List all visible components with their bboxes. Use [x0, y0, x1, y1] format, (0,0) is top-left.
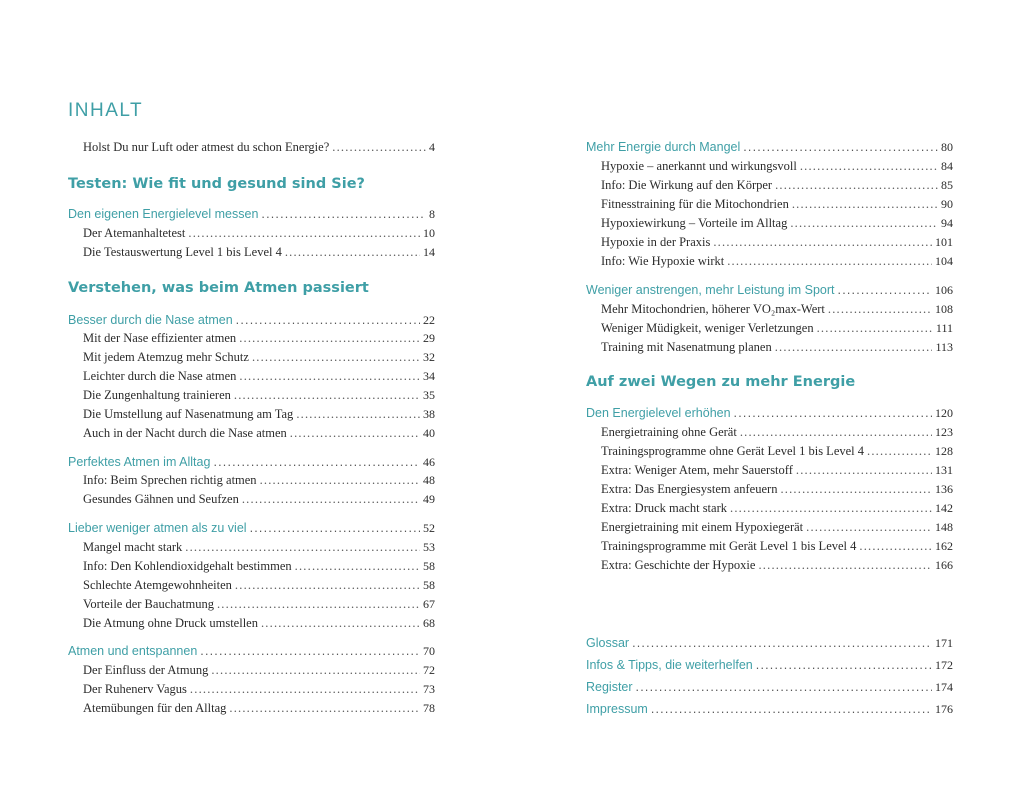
toc-entry-page: 113 [935, 340, 953, 354]
toc-entry[interactable] [83, 405, 435, 423]
toc-entry-page: 101 [935, 235, 953, 249]
toc-entry[interactable] [83, 138, 435, 156]
dot-leader [332, 138, 426, 156]
toc-entry[interactable] [83, 471, 435, 489]
dot-leader [236, 311, 420, 329]
toc-entry[interactable] [83, 386, 435, 404]
toc-section[interactable] [68, 205, 435, 223]
toc-entry-page: 58 [423, 559, 435, 573]
toc-entry[interactable] [83, 243, 435, 261]
toc-entry[interactable] [601, 300, 953, 318]
toc-entry-title: Auch in der Nacht durch die Nase atmen [83, 426, 287, 440]
toc-entry[interactable] [83, 224, 435, 242]
toc-entry-page: 14 [423, 245, 435, 259]
toc-section-page: 174 [935, 680, 953, 694]
toc-entry-title: Info: Beim Sprechen richtig atmen [83, 473, 257, 487]
toc-section-page: 70 [423, 644, 435, 658]
dot-leader [838, 281, 932, 299]
toc-entry-page: 84 [941, 159, 953, 173]
toc-entry-title: Hypoxiewirkung – Vorteile im Alltag [601, 216, 788, 230]
dot-leader [188, 224, 420, 242]
toc-appendix-entry[interactable] [586, 634, 953, 652]
dot-leader [727, 252, 932, 270]
toc-entry-title: Hypoxie – anerkannt und wirkungsvoll [601, 159, 797, 173]
dot-leader [261, 614, 420, 632]
toc-entry-page: 38 [423, 407, 435, 421]
part-title: Verstehen, was beim Atmen passiert [68, 280, 369, 296]
toc-entry[interactable] [83, 699, 435, 717]
dot-leader [211, 661, 420, 679]
toc-entry[interactable] [601, 461, 953, 479]
toc-entry-title: Mit der Nase effizienter atmen [83, 331, 237, 345]
toc-entry[interactable] [601, 537, 953, 555]
toc-entry-title: Energietraining mit einem Hypoxiegerät [601, 520, 804, 534]
toc-entry[interactable] [83, 329, 435, 347]
dot-leader [828, 300, 932, 318]
toc-entry-title: Mangel macht stark [83, 540, 183, 554]
toc-entry-page: 104 [935, 254, 953, 268]
dot-leader [796, 461, 932, 479]
dot-leader [239, 367, 420, 385]
dot-leader [636, 678, 932, 696]
toc-entry-page: 67 [423, 597, 435, 611]
toc-entry-page: 32 [423, 350, 435, 364]
dot-leader [780, 480, 932, 498]
dot-leader [295, 557, 420, 575]
toc-entry-page: 53 [423, 540, 435, 554]
toc-section-title: Lieber weniger atmen als zu viel [68, 521, 247, 535]
dot-leader [296, 405, 420, 423]
dot-leader [775, 176, 938, 194]
toc-entry-page: 162 [935, 539, 953, 553]
dot-leader [252, 348, 420, 366]
toc-entry-title: Training mit Nasenatmung planen [601, 340, 772, 354]
dot-leader [740, 423, 932, 441]
dot-leader [234, 386, 420, 404]
dot-leader [632, 634, 932, 652]
page-title: INHALT [68, 100, 144, 121]
toc-entry-title: Atemübungen für den Alltag [83, 701, 227, 715]
toc-entry-title: Die Umstellung auf Nasenatmung am Tag [83, 407, 294, 421]
toc-entry[interactable] [83, 538, 435, 556]
dot-leader [790, 214, 938, 232]
toc-entry-title: Vorteile der Bauchatmung [83, 597, 214, 611]
toc-entry-title: Fitnesstraining für die Mitochondrien [601, 197, 789, 211]
toc-entry-title: Der Atemanhaltetest [83, 226, 186, 240]
toc-entry-page: 72 [423, 663, 435, 677]
toc-entry-page: 90 [941, 197, 953, 211]
dot-leader [800, 157, 938, 175]
toc-entry[interactable] [601, 518, 953, 536]
toc-entry-page: 68 [423, 616, 435, 630]
toc-section[interactable] [586, 138, 953, 156]
dot-leader [239, 329, 420, 347]
toc-appendix-entry[interactable] [586, 678, 953, 696]
toc-entry[interactable] [83, 490, 435, 508]
toc-section-title: Atmen und entspannen [68, 644, 198, 658]
toc-section-title: Weniger anstrengen, mehr Leistung im Sport [586, 283, 835, 297]
toc-appendix-entry[interactable] [586, 656, 953, 674]
toc-entry[interactable] [83, 348, 435, 366]
dot-leader [734, 404, 932, 422]
toc-section-page: 120 [935, 406, 953, 420]
toc-entry-page: 48 [423, 473, 435, 487]
toc-entry[interactable] [601, 176, 953, 194]
dot-leader [713, 233, 932, 251]
toc-entry-page: 34 [423, 369, 435, 383]
dot-leader [758, 556, 932, 574]
toc-section[interactable] [586, 404, 953, 422]
toc-section-page: 52 [423, 521, 435, 535]
toc-entry[interactable] [601, 556, 953, 574]
part-title: Testen: Wie fit und gesund sind Sie? [68, 176, 365, 192]
toc-section-title: Impressum [586, 702, 648, 716]
toc-entry[interactable] [83, 557, 435, 575]
toc-entry-page: 123 [935, 425, 953, 439]
toc-entry-page: 85 [941, 178, 953, 192]
toc-entry[interactable] [601, 499, 953, 517]
toc-section-title: Infos & Tipps, die weiterhelfen [586, 658, 753, 672]
toc-entry-title: Weniger Müdigkeit, weniger Verletzungen [601, 321, 814, 335]
toc-entry[interactable] [601, 233, 953, 251]
toc-section-page: 80 [941, 140, 953, 154]
toc-entry-page: 111 [935, 321, 953, 335]
toc-entry-title: Leichter durch die Nase atmen [83, 369, 237, 383]
toc-section-page: 171 [935, 636, 953, 650]
dot-leader [185, 538, 420, 556]
toc-entry[interactable] [601, 319, 953, 337]
dot-leader [775, 338, 933, 356]
toc-entry-title: Extra: Das Energiesystem anfeuern [601, 482, 778, 496]
toc-entry[interactable] [83, 680, 435, 698]
dot-leader [290, 424, 420, 442]
toc-entry-title: Der Einfluss der Atmung [83, 663, 209, 677]
dot-leader [217, 595, 420, 613]
toc-section-page: 172 [935, 658, 953, 672]
toc-entry-title: Mehr Mitochondrien, höherer VO₂max-Wert [601, 302, 825, 316]
toc-section-title: Den Energielevel erhöhen [586, 406, 731, 420]
toc-section[interactable] [68, 453, 435, 471]
toc-entry[interactable] [83, 661, 435, 679]
toc-entry-title: Der Ruhenerv Vagus [83, 682, 187, 696]
dot-leader [260, 471, 420, 489]
toc-entry[interactable] [83, 595, 435, 613]
dot-leader [730, 499, 932, 517]
toc-section-title: Mehr Energie durch Mangel [586, 140, 741, 154]
toc-entry-title: Extra: Weniger Atem, mehr Sauerstoff [601, 463, 793, 477]
dot-leader [651, 700, 932, 718]
toc-entry-title: Die Atmung ohne Druck umstellen [83, 616, 258, 630]
toc-entry-title: Trainingsprogramme ohne Gerät Level 1 bis Level 4 [601, 444, 865, 458]
toc-entry-title: Energietraining ohne Gerät [601, 425, 737, 439]
toc-entry[interactable] [601, 195, 953, 213]
dot-leader [859, 537, 932, 555]
toc-entry-page: 73 [423, 682, 435, 696]
dot-leader [229, 699, 420, 717]
dot-leader [285, 243, 420, 261]
toc-entry-title: Die Testauswertung Level 1 bis Level 4 [83, 245, 282, 259]
toc-entry-page: 94 [941, 216, 953, 230]
toc-entry[interactable] [601, 214, 953, 232]
toc-appendix-entry[interactable] [586, 700, 953, 718]
dot-leader [756, 656, 932, 674]
toc-section[interactable] [68, 311, 435, 329]
toc-section-title: Den eigenen Energielevel messen [68, 207, 259, 221]
toc-entry-title: Extra: Geschichte der Hypoxie [601, 558, 756, 572]
toc-section-title: Glossar [586, 636, 630, 650]
toc-entry[interactable] [601, 338, 953, 356]
toc-entry-title: Hypoxie in der Praxis [601, 235, 711, 249]
toc-section[interactable] [586, 281, 953, 299]
toc-entry-title: Extra: Druck macht stark [601, 501, 727, 515]
dot-leader [743, 138, 938, 156]
toc-entry-page: 166 [935, 558, 953, 572]
part-title: Auf zwei Wegen zu mehr Energie [586, 374, 856, 390]
toc-section-title: Perfektes Atmen im Alltag [68, 455, 211, 469]
toc-entry-title: Info: Die Wirkung auf den Körper [601, 178, 773, 192]
dot-leader [200, 642, 420, 660]
dot-leader [792, 195, 938, 213]
dot-leader [817, 319, 933, 337]
toc-section-page: 8 [429, 207, 435, 221]
toc-entry-page: 108 [935, 302, 953, 316]
toc-section-title: Besser durch die Nase atmen [68, 313, 233, 327]
toc-entry-title: Die Zungenhaltung trainieren [83, 388, 231, 402]
toc-entry-title: Info: Wie Hypoxie wirkt [601, 254, 725, 268]
dot-leader [242, 490, 420, 508]
toc-entry-page: 136 [935, 482, 953, 496]
toc-entry[interactable] [83, 614, 435, 632]
toc-entry-title: Holst Du nur Luft oder atmest du schon Energie? [83, 140, 330, 154]
dot-leader [213, 453, 420, 471]
toc-entry-page: 58 [423, 578, 435, 592]
toc-section-page: 106 [935, 283, 953, 297]
toc-entry-page: 10 [423, 226, 435, 240]
toc-entry-page: 78 [423, 701, 435, 715]
dot-leader [867, 442, 932, 460]
toc-entry-title: Gesundes Gähnen und Seufzen [83, 492, 239, 506]
toc-entry[interactable] [601, 442, 953, 460]
toc-section-page: 176 [935, 702, 953, 716]
toc-section-page: 22 [423, 313, 435, 327]
toc-entry-page: 29 [423, 331, 435, 345]
toc-entry-page: 142 [935, 501, 953, 515]
toc-section[interactable] [68, 519, 435, 537]
toc-entry-page: 128 [935, 444, 953, 458]
toc-entry-title: Schlechte Atemgewohnheiten [83, 578, 232, 592]
toc-entry-title: Trainingsprogramme mit Gerät Level 1 bis Level 4 [601, 539, 857, 553]
toc-entry[interactable] [601, 157, 953, 175]
toc-entry-page: 35 [423, 388, 435, 402]
toc-entry-page: 40 [423, 426, 435, 440]
dot-leader [190, 680, 420, 698]
toc-entry[interactable] [601, 480, 953, 498]
toc-entry-title: Mit jedem Atemzug mehr Schutz [83, 350, 249, 364]
dot-leader [261, 205, 426, 223]
toc-entry-title: Info: Den Kohlendioxidgehalt bestimmen [83, 559, 292, 573]
toc-section-title: Register [586, 680, 633, 694]
toc-section-page: 46 [423, 455, 435, 469]
toc-entry[interactable] [601, 423, 953, 441]
dot-leader [250, 519, 420, 537]
toc-entry-page: 148 [935, 520, 953, 534]
toc-entry-page: 49 [423, 492, 435, 506]
toc-entry[interactable] [83, 424, 435, 442]
toc-entry-page: 131 [935, 463, 953, 477]
toc-section[interactable] [68, 642, 435, 660]
toc-entry[interactable] [601, 252, 953, 270]
toc-entry[interactable] [83, 367, 435, 385]
toc-entry-page: 4 [429, 140, 435, 154]
dot-leader [806, 518, 932, 536]
toc-entry[interactable] [83, 576, 435, 594]
dot-leader [235, 576, 420, 594]
